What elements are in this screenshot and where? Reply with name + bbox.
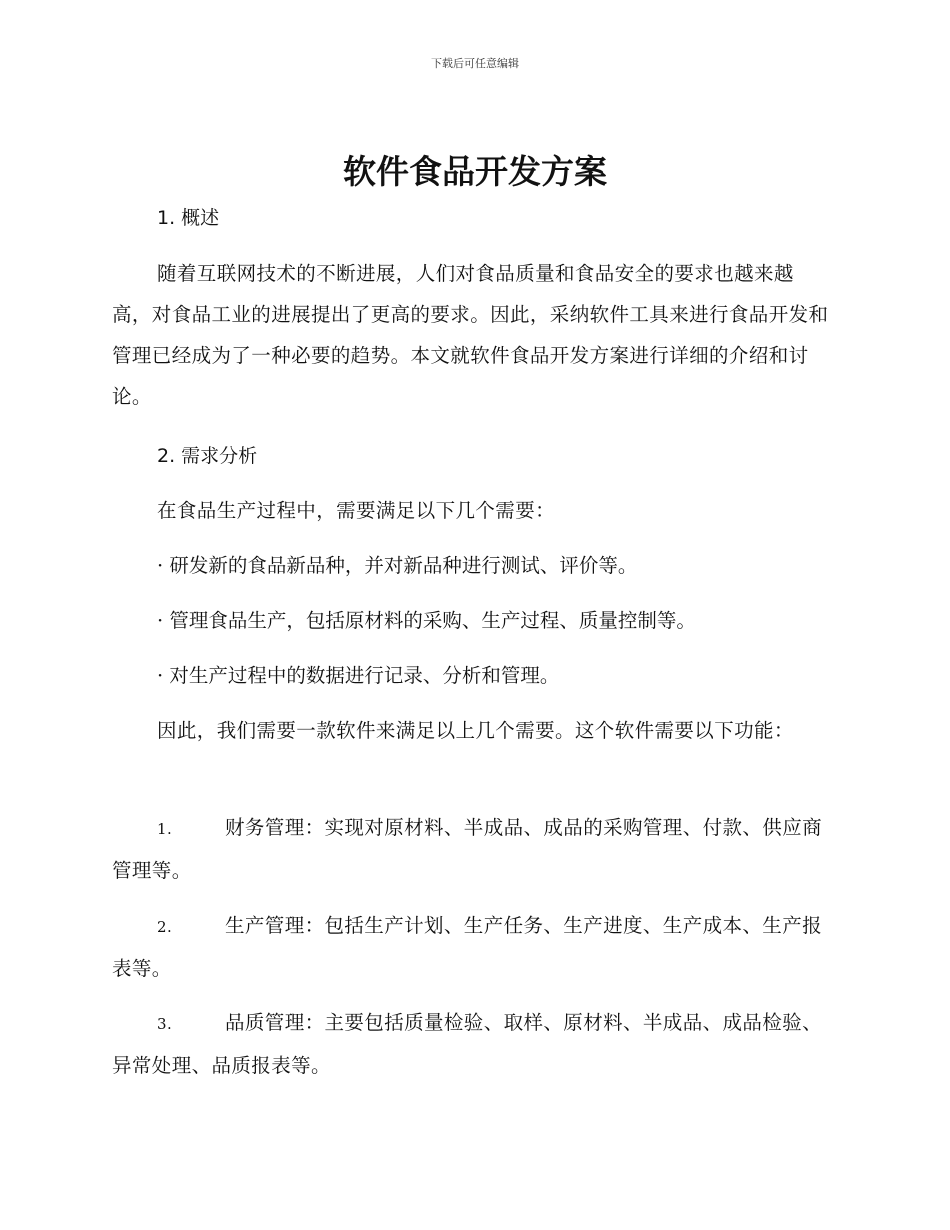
document-title: 软件食品开发方案	[343, 152, 607, 191]
section-2-summary: 因此，我们需要一款软件来满足以上几个需要。这个软件需要以下功能：	[157, 719, 794, 742]
feature-item-3-text: 品质管理：主要包括质量检验、取样、原材料、半成品、成品检验、异常处理、品质报表等。	[112, 1011, 823, 1077]
feature-item-1-number: 1.	[157, 820, 173, 838]
requirement-bullet-1: · 研发新的食品新品种，并对新品种进行测试、评价等。	[157, 554, 638, 577]
section-2-intro: 在食品生产过程中，需要满足以下几个需要：	[157, 499, 556, 522]
section-1-paragraph: 随着互联网技术的不断进展，人们对食品质量和食品安全的要求也越来越高，对食品工业的进展提出了更高的要求。因此，采纳软件工具来进行食品开发和管理已经成为了一种必要的趋势。本文就软件食品开发方案进行详细的介绍和讨论。	[112, 262, 829, 408]
section-2-heading: 2. 需求分析	[157, 445, 258, 467]
section-1-heading: 1. 概述	[157, 207, 220, 229]
feature-item-1	[112, 807, 832, 892]
feature-item-1-text: 财务管理：实现对原材料、半成品、成品的采购管理、付款、供应商管理等。	[112, 816, 823, 882]
feature-item-3	[112, 1002, 832, 1087]
feature-item-2-text: 生产管理：包括生产计划、生产任务、生产进度、生产成本、生产报表等。	[112, 914, 823, 980]
feature-item-3-number: 3.	[157, 1015, 173, 1033]
requirement-bullet-2: · 管理食品生产，包括原材料的采购、生产过程、质量控制等。	[157, 609, 696, 632]
page-header-note: 下载后可任意编辑	[431, 57, 519, 70]
feature-item-2-number: 2.	[157, 918, 173, 936]
requirement-bullet-3: · 对生产过程中的数据进行记录、分析和管理。	[157, 664, 560, 687]
feature-item-2	[112, 905, 832, 990]
